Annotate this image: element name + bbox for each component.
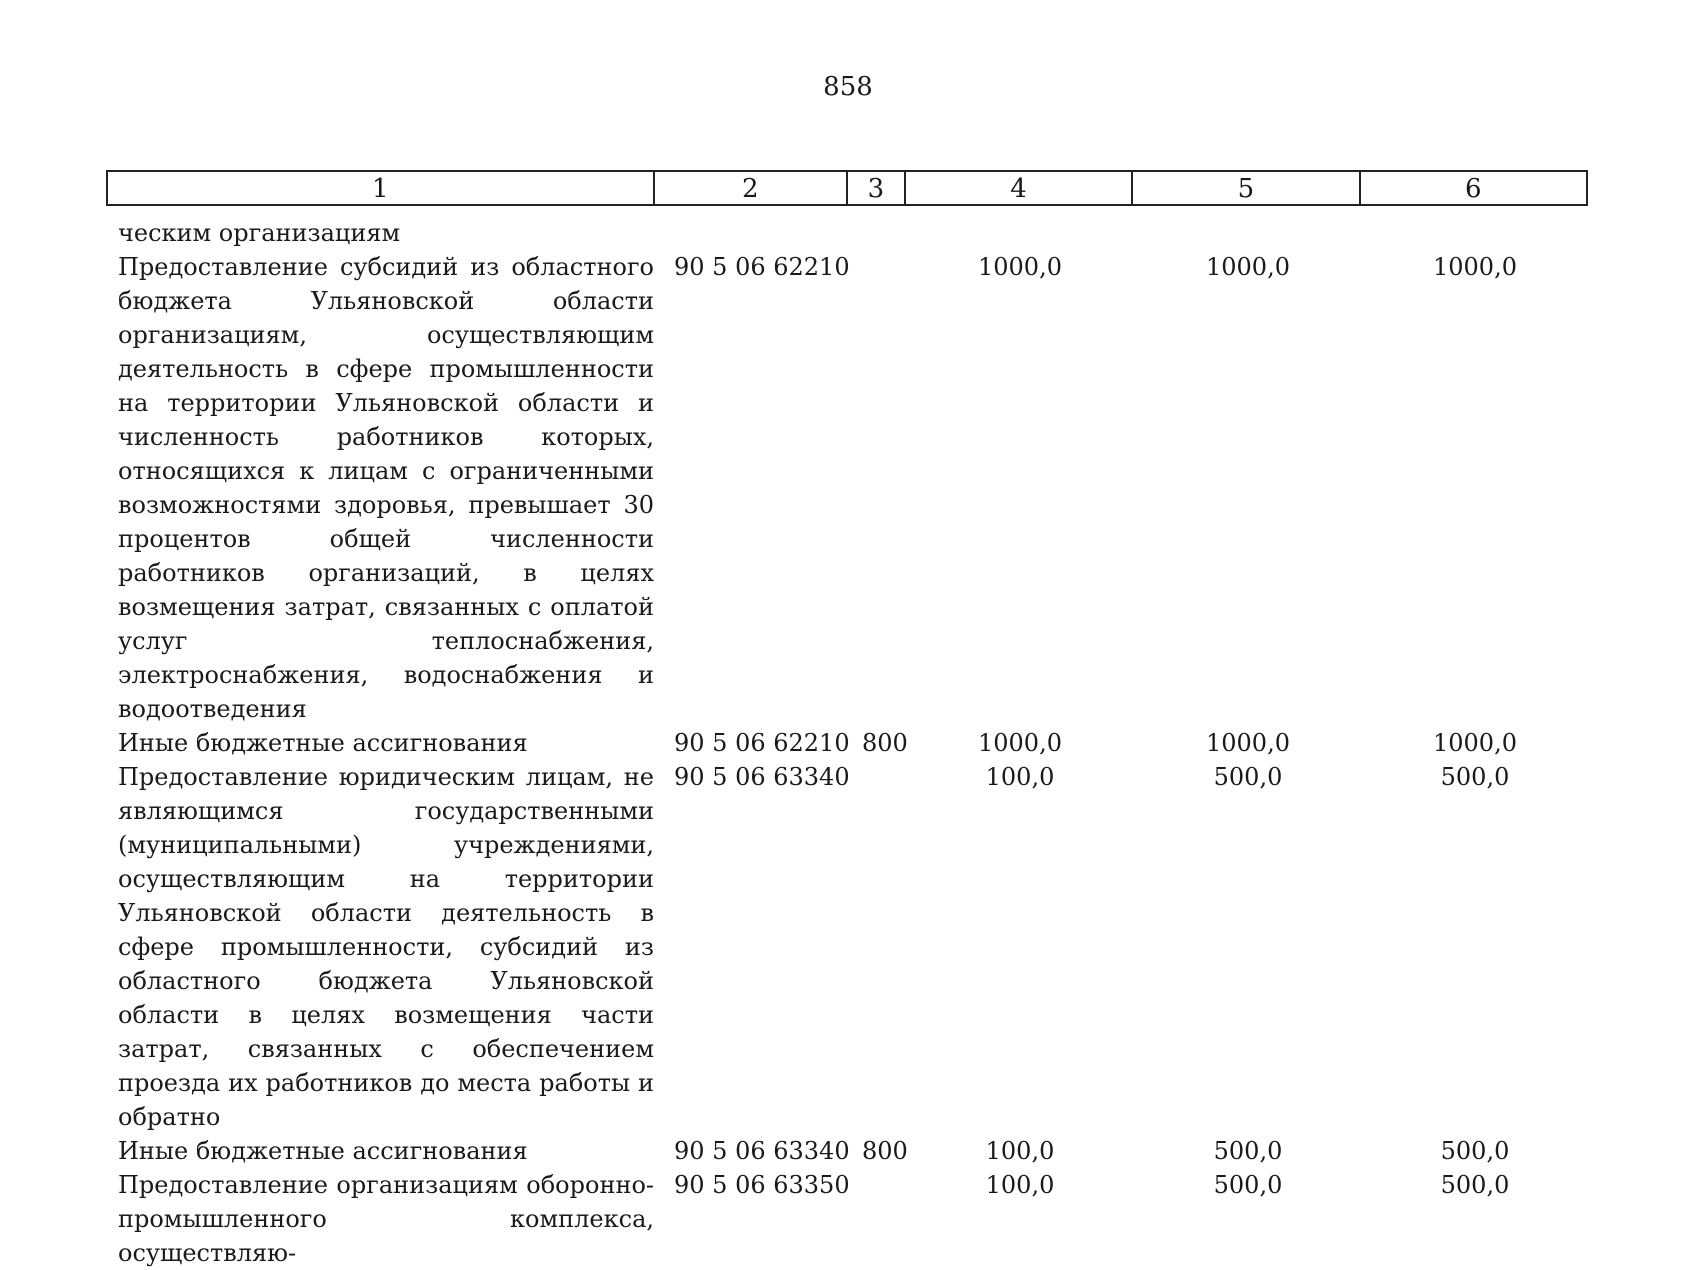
row-name: ческим организациям	[118, 219, 401, 247]
row-value-6	[1362, 216, 1588, 250]
row-value-6: 500,0	[1440, 763, 1510, 791]
row-value-6: 1000,0	[1433, 729, 1517, 757]
table-row	[106, 250, 1588, 726]
row-code: 90 5 06 63350	[674, 1171, 850, 1199]
row-value-6: 500,0	[1440, 1171, 1510, 1199]
header-col-2: 2	[655, 172, 848, 204]
header-col-3: 3	[848, 172, 906, 204]
row-value-4: 100,0	[985, 763, 1055, 791]
row-code: 90 5 06 63340	[674, 763, 850, 791]
row-value-4: 100,0	[985, 1137, 1055, 1165]
table-header	[106, 170, 1588, 206]
row-name: Предоставление субсидий из областного бюджета Ульяновской области организациям, осуществляющим деятельность в сфере промышленности на территории Ульяновской области и численность работников которых, относящихся к лицам с ограниченными возможностями здоровья, превышает 30 процентов общей численности работников организаций, в целях возмещения затрат, связанных с оплатой услуг теплоснабжения, электроснабжения, водоснабжения и водоотведения	[118, 253, 654, 723]
row-code: 90 5 06 62210	[674, 729, 850, 757]
row-value-5: 1000,0	[1206, 253, 1290, 281]
row-name: Иные бюджетные ассигнования	[118, 729, 528, 757]
row-vr	[848, 216, 906, 250]
row-vr	[848, 760, 906, 1134]
header-col-1: 1	[108, 172, 655, 204]
row-vr: 800	[862, 729, 908, 757]
row-value-5: 1000,0	[1206, 729, 1290, 757]
row-value-4: 1000,0	[978, 253, 1062, 281]
row-value-4: 1000,0	[978, 729, 1062, 757]
row-vr: 800	[862, 1137, 908, 1165]
table-row	[106, 1134, 1588, 1168]
row-name: Предоставление организациям оборонно-промышленного комплекса, осуществляю-	[118, 1171, 654, 1267]
header-col-6: 6	[1465, 174, 1482, 204]
header-col-4: 4	[906, 172, 1133, 204]
row-code	[654, 216, 848, 250]
header-col-5: 5	[1133, 172, 1360, 204]
row-code: 90 5 06 63340	[674, 1137, 850, 1165]
row-value-5: 500,0	[1213, 763, 1283, 791]
row-value-4: 100,0	[985, 1171, 1055, 1199]
row-value-4	[906, 216, 1134, 250]
row-name: Предоставление юридическим лицам, не являющимся государственными (муниципальными) учреждениями, осуществляющим на территории Ульяновской области деятельность в сфере промышленности, субсидий из областного бюджета Ульяновской области в целях возмещения части затрат, связанных с обеспечением проезда их работников до места работы и обратно	[118, 763, 654, 1131]
row-value-6: 500,0	[1440, 1137, 1510, 1165]
table-row	[106, 760, 1588, 1134]
row-value-5: 500,0	[1213, 1171, 1283, 1199]
row-vr	[848, 250, 906, 726]
table-row	[106, 726, 1588, 760]
page-number: 858	[823, 72, 873, 102]
table-row	[106, 1168, 1588, 1270]
row-code: 90 5 06 62210	[674, 253, 850, 281]
row-value-6: 1000,0	[1433, 253, 1517, 281]
row-value-5	[1134, 216, 1362, 250]
row-vr	[848, 1168, 906, 1270]
row-name: Иные бюджетные ассигнования	[118, 1137, 528, 1165]
row-value-5: 500,0	[1213, 1137, 1283, 1165]
table-body	[106, 216, 1588, 1270]
table-row	[106, 216, 1588, 250]
